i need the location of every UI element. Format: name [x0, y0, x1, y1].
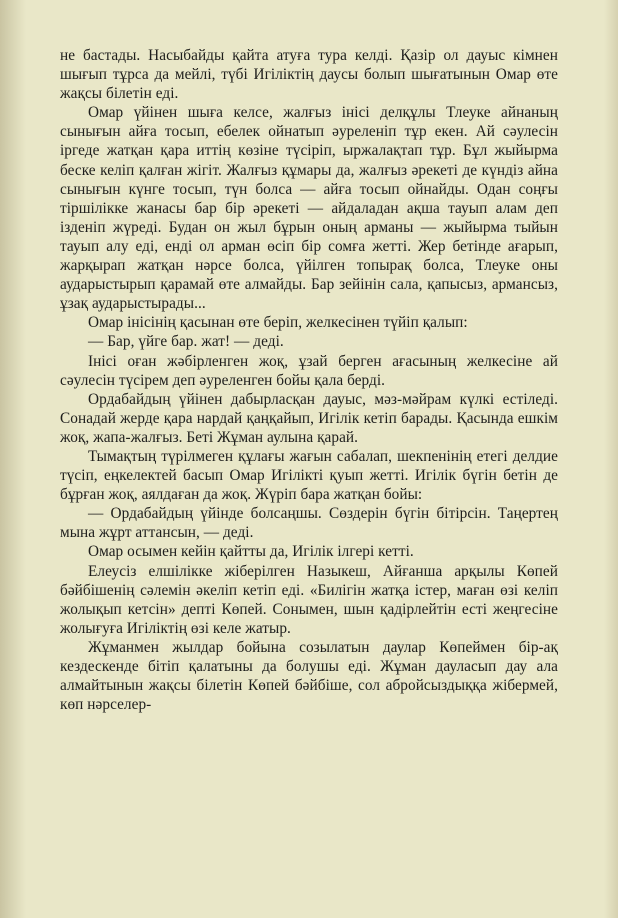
- paragraph: Омар үйінен шыға келсе, жалғыз інісі делқұлы Тлеуке айнаның сынығын айға тосып, ебелек ойнатып әуреленіп тұр екен. Ай сәулесін іргеде жатқан қара иттің көзіне түсіріп, ыржалақтап тұр. Бұл жыйырма беске келіп қалған жігіт. Жалғыз құмары да, жалғыз әрекеті де күндіз айна сынығын күнге тосып, түн болса — айға тосып ойнайды. Одан соңғы тіршілікке жанасы бар бір әрекеті — айдаладан ақша тауып алам деп ізденіп жүреді. Будан он жыл бұрын оның арманы — жыйырма тыйын тауып алу еді, енді ол арман өсіп бір сомға жетті. Жер бетінде ағарып, жарқырап жатқан нәрсе болса, үйілген топырақ болса, Тлеуке оны аударыстырып қарамай өте алмайды. Бар зейінін сала, қапысыз, арманcыз, ұзақ аударыстырады...: [60, 104, 558, 313]
- body-text: [60, 46, 558, 714]
- paragraph: Омар осымен кейін қайтты да, Игілік ілгері кетті.: [88, 543, 414, 561]
- paragraph: Ордабайдың үйінен дабырласқан дауыс, мәз-мәйрам күлкі естіледі. Сонадай жерде қара нардай қаңқайып, Игілік кетіп барады. Қасында ешкім жоқ, жапа-жалғыз. Беті Жұман аулына қарай.: [60, 390, 558, 446]
- paragraph: Інісі оған жәбірленген жоқ, ұзай берген ағасының желкесіне ай сәулесін түсірем деп әуреленген бойы қала берді.: [60, 352, 558, 389]
- paragraph: Елеусіз елшілікке жіберілген Назыкеш, Айғанша арқылы Көпей бәйбішенің сәлемін әкеліп кетіп еді. «Билігін жатқа істер, маған өзі келіп жолықып кетсін» депті Көпей. Сонымен, шын қадірлейтін есті жеңгесіне жолығуға Игіліктің өзі келе жатыр.: [60, 562, 558, 637]
- page-edge-shadow: [604, 0, 618, 918]
- paragraph: — Бар, үйге бар. жат! — деді.: [88, 333, 284, 351]
- paragraph: Жұманмен жылдар бойына созылатын даулар Көпеймен бір-ақ кездескенде бітіп қалатыны да болушы еді. Жұман дауласып дау ала алмайтынын жақсы білетін Көпей бәйбіше, сол абройсыздыққа жібермей, көп нәрселер-: [60, 638, 558, 714]
- paragraph: не бастады. Насыбайды қайта атуға тура келді. Қазір ол дауыс кімнен шығып тұрса да мейлі, түбі Игіліктің даусы болып шығатынын Омар өте жақсы білетін еді.: [60, 47, 558, 103]
- paragraph: — Ордабайдың үйінде болсаңшы. Сөздерін бүгін бітірсін. Таңертең мына жұрт аттансын, — деді.: [60, 505, 558, 542]
- paragraph: Тымақтың түрілмеген құлағы жағын сабалап, шекпенінің етегі делдие түсіп, еңкелектей басып Омар Игілікті қуып жетті. Игілік бүгін бетін де бұрған жоқ, аялдаған да жоқ. Жүріп бара жатқан бойы:: [60, 447, 558, 504]
- page-gutter-shadow: [0, 0, 26, 918]
- paragraph: Омар інісінің қасынан өте беріп, желкесінен түйіп қалып:: [88, 314, 468, 332]
